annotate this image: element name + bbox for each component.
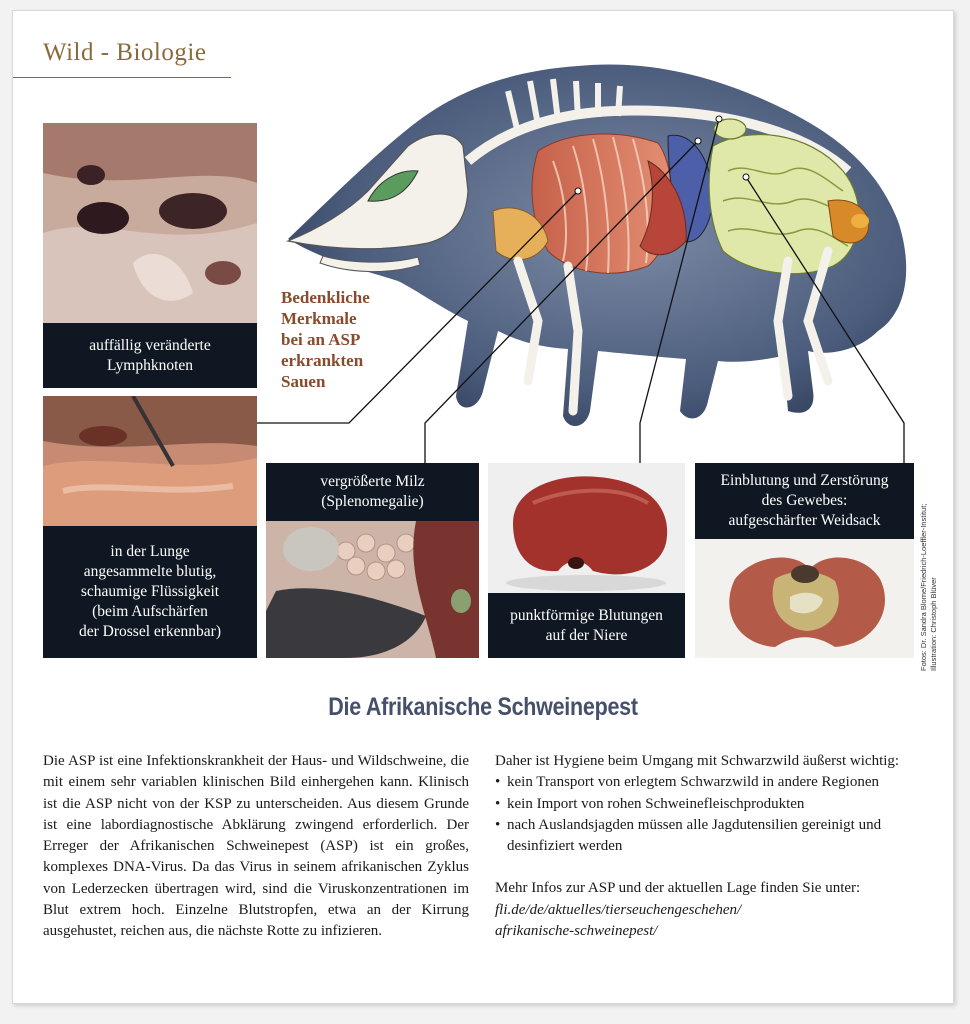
hygiene-intro: Daher ist Hygiene beim Umgang mit Schwarzwild äußerst wichtig: bbox=[495, 753, 900, 769]
info-link-line2[interactable]: afrikanische-schweinepest/ bbox=[495, 923, 658, 940]
caption-kidney: punktförmige Blutungen auf der Niere bbox=[488, 593, 685, 658]
section-rule bbox=[13, 77, 231, 78]
section-title: Wild - Biologie bbox=[43, 39, 207, 66]
caption-lung: in der Lunge angesammelte blutig, schaumige Flüssigkeit (beim Aufschärfen der Drossel erkennbar) bbox=[43, 526, 257, 658]
more-info-text: Mehr Infos zur ASP und der aktuellen Lage finden Sie unter: bbox=[495, 880, 861, 897]
article-title: Die Afrikanische Schweinepest bbox=[328, 693, 638, 721]
list-item: • kein Import von rohen Schweinefleischprodukten bbox=[495, 794, 921, 815]
stomach-photo bbox=[695, 539, 914, 658]
lymph-node-photo bbox=[43, 123, 257, 323]
kidney-photo bbox=[488, 463, 685, 593]
caption-stomach: Einblutung und Zerstörung des Gewebes: aufgeschärfter Weidsack bbox=[695, 463, 914, 539]
list-item: • kein Transport von erlegtem Schwarzwild in andere Regionen bbox=[495, 772, 921, 793]
caption-spleen: vergrößerte Milz (Splenomegalie) bbox=[266, 463, 479, 521]
magazine-page bbox=[12, 10, 954, 1004]
info-link-line1[interactable]: fli.de/de/aktuelles/tierseuchengeschehen/ bbox=[495, 901, 742, 918]
article-right-column bbox=[495, 751, 921, 942]
hygiene-list bbox=[495, 772, 921, 857]
article-left-column: Die ASP ist eine Infektionskrankheit der Haus- und Wildschweine, die mit einem sehr variablen klinischen Bild einhergehen kann. Klinisch ist die ASP nicht von der KSP zu unterscheiden. Aus diesem Grunde ist eine labordiagnostische Abklärung zwingend erforderlich. Der Erreger der Afrikanischen Schweinepest (ASP) ist ein großes, komplexes DNA-Virus. Da das Virus in seinem afrikanischen Zyklus von Lederzecken übertragen wird, sind die Viruskonzentrationen im Blut extrem hoch. Einzelne Blutstropfen, etwa an der Kirrung ausgehustet, reichen aus, die nächste Rotte zu infizieren. bbox=[43, 753, 469, 940]
spleen-photo bbox=[266, 521, 479, 658]
lung-photo bbox=[43, 396, 257, 526]
caption-lymph-nodes: auffällig veränderte Lymphknoten bbox=[43, 323, 257, 388]
warning-label: Bedenkliche Merkmale bei an ASP erkrankten Sauen bbox=[281, 288, 370, 391]
list-item: • nach Auslandsjagden müssen alle Jagdutensilien gereinigt und desinfiziert werden bbox=[495, 815, 921, 858]
photo-credit: Fotos: Dr. Sandra Blome/Friedrich-Loeffler-Institut; Illustration: Christoph Blüver bbox=[919, 503, 938, 671]
